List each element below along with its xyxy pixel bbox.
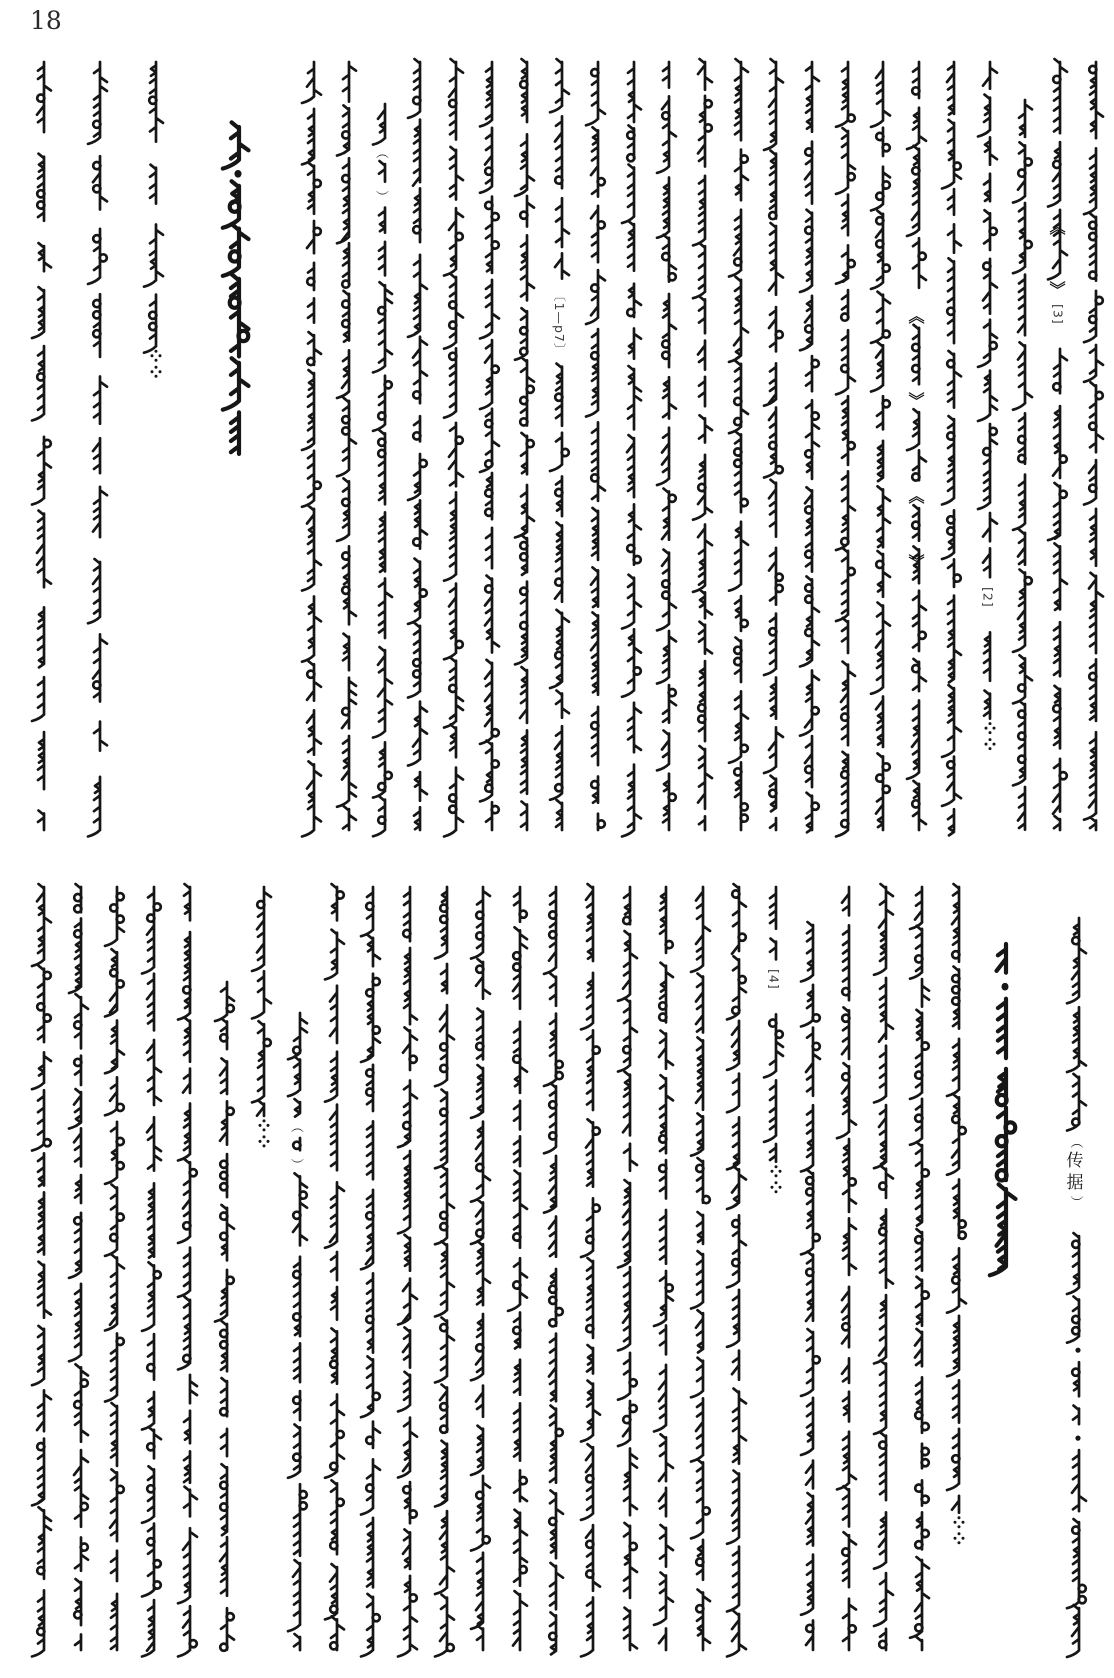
text-column — [681, 62, 721, 830]
mongolian-script-strokes — [825, 887, 865, 1678]
text-column — [396, 62, 436, 830]
text-column — [1055, 918, 1095, 1651]
text-column — [349, 887, 389, 1650]
mongolian-script-strokes — [532, 887, 572, 1678]
mongolian-script-strokes — [930, 62, 970, 878]
mongolian-script-strokes — [203, 982, 243, 1678]
mongolian-script-strokes — [645, 62, 685, 878]
text-column — [130, 887, 170, 1650]
mongolian-script-strokes — [276, 1013, 316, 1678]
mongolian-script-strokes — [788, 62, 828, 878]
mongolian-script-strokes — [349, 887, 389, 1678]
mongolian-script-strokes — [538, 62, 578, 878]
text-column — [290, 62, 330, 830]
mongolian-script-strokes — [752, 62, 792, 878]
text-column — [862, 887, 902, 1650]
mongolian-script-strokes — [859, 62, 899, 878]
mongolian-script-strokes — [610, 62, 650, 878]
text-column — [532, 887, 572, 1650]
mongolian-script-strokes — [76, 62, 116, 878]
text-column — [574, 62, 614, 830]
mongolian-script-strokes — [824, 62, 864, 878]
mongolian-script-strokes — [966, 62, 1006, 767]
text-column — [538, 62, 578, 830]
citation-marker: [2] — [980, 587, 996, 609]
mongolian-script-strokes — [898, 887, 938, 1678]
section-heading-column — [215, 127, 255, 462]
text-column — [717, 62, 757, 830]
mongolian-script-strokes — [386, 887, 426, 1678]
text-column — [645, 62, 685, 830]
text-column — [606, 887, 646, 1650]
text-column — [57, 887, 97, 1650]
text-column — [459, 887, 499, 1650]
cjk-annotation: （ 传 据 ） — [1066, 1135, 1084, 1209]
text-column — [496, 887, 536, 1650]
paren-mark: （ — [288, 1119, 304, 1133]
mongolian-script-strokes — [432, 62, 472, 878]
quote-mark: 《 — [1047, 219, 1067, 236]
text-column — [423, 887, 463, 1650]
mongolian-script-strokes — [396, 62, 436, 878]
mongolian-script-strokes — [789, 925, 829, 1678]
text-column — [468, 62, 508, 830]
mongolian-script-strokes — [1036, 62, 1076, 878]
text-column — [20, 62, 60, 830]
text-column — [1036, 62, 1076, 830]
text-column — [1001, 100, 1041, 830]
text-column — [935, 887, 975, 1513]
mongolian-script-strokes — [1001, 100, 1041, 878]
text-column — [386, 887, 426, 1650]
mongolian-script-strokes — [862, 887, 902, 1678]
mongolian-script-strokes — [1072, 62, 1112, 878]
mongolian-script-strokes — [240, 887, 280, 1164]
text-column — [276, 1013, 316, 1651]
mongolian-script-strokes — [166, 887, 206, 1678]
mongolian-script-strokes — [130, 887, 170, 1678]
text-column — [789, 925, 829, 1650]
mongolian-script-strokes — [20, 62, 60, 878]
mongolian-script-strokes — [642, 887, 682, 1678]
paren-mark: ） — [373, 189, 389, 203]
mongolian-script-strokes — [313, 887, 353, 1678]
mongolian-script-strokes — [935, 887, 975, 1561]
citation-marker: [4] — [766, 969, 782, 991]
text-column — [825, 887, 865, 1650]
mongolian-script-strokes — [715, 887, 755, 1678]
mongolian-script-strokes — [503, 62, 543, 878]
text-column — [432, 62, 472, 830]
quote-mark: 《 — [906, 488, 926, 505]
mongolian-script-strokes — [717, 62, 757, 878]
text-column — [76, 62, 116, 830]
text-column — [966, 62, 1006, 719]
mongolian-script-strokes — [215, 127, 255, 510]
quote-mark: 》 — [906, 392, 926, 409]
mongolian-script-strokes — [496, 887, 536, 1678]
mongolian-script-strokes — [468, 62, 508, 878]
mongolian-script-strokes — [569, 887, 609, 1678]
mongolian-script-strokes — [93, 887, 133, 1678]
paren-mark: ） — [288, 1158, 304, 1172]
lower-text-block — [0, 887, 1114, 1650]
mongolian-script-strokes — [290, 62, 330, 878]
text-column — [569, 887, 609, 1650]
text-column — [1072, 62, 1112, 830]
quote-mark: 》 — [906, 553, 926, 570]
mongolian-script-strokes — [606, 887, 646, 1678]
paren-mark: （ — [373, 146, 389, 160]
mongolian-script-strokes — [459, 887, 499, 1678]
text-column — [642, 887, 682, 1650]
text-column — [930, 62, 970, 830]
mongolian-script-strokes — [20, 887, 60, 1678]
text-column — [93, 887, 133, 1650]
text-column — [325, 62, 365, 830]
text-column — [752, 887, 792, 1162]
mongolian-script-strokes — [681, 62, 721, 878]
text-column — [895, 62, 935, 830]
text-column — [240, 887, 280, 1116]
text-column — [752, 62, 792, 830]
text-column — [361, 104, 401, 830]
mongolian-script-strokes — [574, 62, 614, 878]
text-column — [503, 62, 543, 830]
text-column — [166, 887, 206, 1650]
mongolian-script-strokes — [325, 62, 365, 878]
text-column — [859, 62, 899, 830]
text-column — [20, 887, 60, 1650]
text-column — [715, 887, 755, 1650]
mongolian-script-strokes — [132, 62, 172, 395]
mongolian-script-strokes — [423, 887, 463, 1678]
mongolian-script-strokes — [1055, 918, 1095, 1678]
text-column — [898, 887, 938, 1650]
mongolian-script-strokes — [57, 887, 97, 1678]
text-column — [313, 887, 353, 1650]
mongolian-script-strokes — [982, 944, 1022, 1321]
text-column — [824, 62, 864, 830]
mongolian-script-strokes — [752, 887, 792, 1210]
page-number: 18 — [30, 6, 62, 35]
text-column — [610, 62, 650, 830]
citation-marker: 〔1—p7〕 — [552, 288, 567, 356]
mongolian-script-strokes — [895, 62, 935, 878]
quote-mark: 《 — [906, 307, 926, 324]
upper-text-block — [0, 62, 1114, 830]
text-column — [132, 62, 172, 347]
section-heading-column — [982, 944, 1022, 1273]
mongolian-script-strokes — [361, 104, 401, 878]
mongolian-script-strokes — [679, 887, 719, 1678]
text-column — [788, 62, 828, 830]
text-column — [203, 982, 243, 1650]
quote-mark: 》 — [1047, 280, 1067, 297]
citation-marker: [3] — [1050, 303, 1066, 325]
text-column — [679, 887, 719, 1650]
